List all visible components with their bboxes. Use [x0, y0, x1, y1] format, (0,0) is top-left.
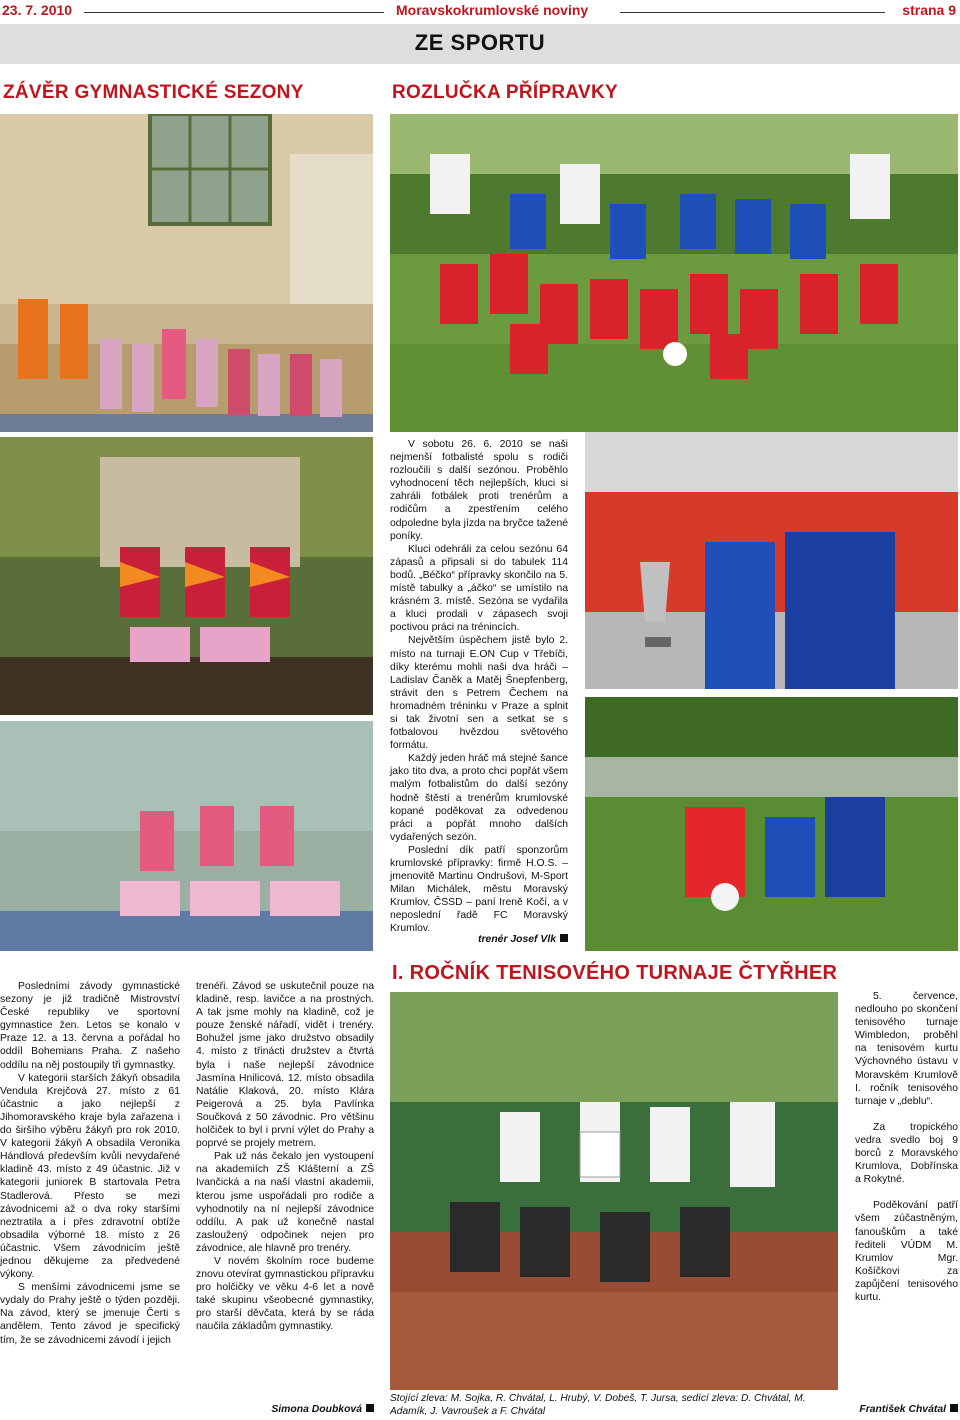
- tennis-photo-caption: Stojící zleva: M. Sojka, R. Chvátal, L. Hrubý, V. Dobeš, T. Jursa, sedící zleva: D. Chvátal, M. Adamík, J. Vavroušek a F. Chvátal: [390, 1393, 806, 1417]
- page-number: strana 9: [902, 2, 956, 18]
- football-paragraph: Každý jeden hráč má stejné šance jako tito dva, a proto chci popřát všem malým fotbalistům do další sezóny hodně štěstí a trenérům krumlovské kopané poděkovat za odvedenou práci a popřát mnoho dalších vydařených sezón.: [390, 753, 568, 843]
- gymnastics-paragraph: trenéři. Závod se uskutečnil pouze na kladině, resp. lavičce a na prostných. A tak jsme mohly na kladině, což je pouze ženské nářadí, vidět i trenéry. Bohužel jsme jako družstvo obsadily 4. místo z třinácti družstev a čtvrtá byla i naše nejlepší závodnice Jasmína Hnilicová. 12. místo obsadila Natálie Klaková, 20. místo Klára Peigerová a 25. byla Pavlínka Součková z 50 závodnic. Pro většinu holčiček to byl i první výlet do Prahy a poprvé se projely metrem.: [196, 981, 374, 1150]
- football-paragraph: Největším úspěchem jistě bylo 2. místo na turnaji E.ON Cup v Třebíči, díky kterému mohli naši dva hráči – Ladislav Čaněk a Matěj Šnepfenberg, strávit den s Petrem Čechem na hromadném tréninku v Praze a splnit si tak životní sen a setkat se s fotbalovou hvězdou světového formátu.: [390, 635, 568, 752]
- gymnastics-signature: Simona Doubková: [196, 1404, 374, 1415]
- end-mark-icon: [950, 1404, 958, 1412]
- page-header: [0, 0, 960, 22]
- end-mark-icon: [366, 1404, 374, 1412]
- tennis-paragraph: 5. července, nedlouho po skončení tenisového turnaje Wimbledon, proběhl na tenisovém kurtu Výchovného ústavu v Moravském Krumlově I. ročník tenisového turnaje v „deblu“.: [855, 991, 958, 1107]
- end-mark-icon: [560, 934, 568, 942]
- header-rule-left: [84, 12, 384, 13]
- header-rule-right: [620, 12, 885, 13]
- football-paragraph: Poslední dík patří sponzorům krumlovské přípravky: firmě H.O.S. – jmenovitě Martinu Ondrušovi, M-Sport Milan Michálek, městu Moravský Krumlov, ČSSD – paní Ireně Kočí, a v neposlední řadě FC Moravský Krumlov.: [390, 844, 568, 935]
- football-signature: trenér Josef Vlk: [390, 934, 568, 945]
- section-title: ZE SPORTU: [414, 30, 546, 55]
- tennis-paragraph: Poděkování patří všem zúčastněným, fanouškům a také řediteli VÚDM M. Krumlov Mgr. Košíčkovi za zapůjčení tenisového kurtu.: [855, 1200, 958, 1303]
- football-paragraph: V sobotu 26. 6. 2010 se naši nejmenší fotbalisté spolu s rodiči rozloučili s další sezónou. Proběhlo vyhodnocení těch nejlepších, kluci si zahráli fotbálek proti trenérům a rodičům a zpestřením celého odpoledne byla jízda na bryčce tažené poníky.: [390, 439, 568, 542]
- issue-date: 23. 7. 2010: [2, 2, 73, 18]
- gymnastics-paragraph: V novém školním roce budeme znovu otevírat gymnastickou přípravku pro holčičky ve věku 4-6 let a nově také skupinu všeobecné gymnastiky, pro starší děvčata, která by se ráda naučila základům gymnastiky.: [196, 1255, 374, 1333]
- gymnastics-paragraph: S menšími závodnicemi jsme se vydaly do Prahy ještě o týden později. Na závod, který se jmenuje Čerti s andělem. Tento závod je specifický tím, že se závodnicemi závodí i jejich: [0, 1282, 180, 1346]
- football-match-photo: [585, 697, 958, 951]
- gymnastics-article-col1: [0, 980, 180, 1347]
- gymnastics-paragraph: Posledními závody gymnastické sezony je již tradičně Mistrovství České republiky ve sportovní gymnastice žen. Letos se konalo v Praze 12. a 13. června a pořádal ho oddíl Bohemians Praha. Z našeho oddílu na něj postoupily tři gymnastky.: [0, 981, 180, 1071]
- gymnastics-photo-hall: [0, 114, 373, 432]
- newspaper-name: Moravskokrumlovské noviny: [396, 2, 589, 18]
- tennis-headline: I. ROČNÍK TENISOVÉHO TURNAJE ČTYŘHER: [392, 962, 838, 984]
- gymnastics-headline: ZÁVĚR GYMNASTICKÉ SEZONY: [3, 82, 304, 103]
- tennis-article: [855, 990, 958, 1304]
- gymnastics-photo-lying: [0, 721, 373, 951]
- gymnastics-photo-group: [0, 437, 373, 715]
- gymnastics-paragraph: V kategorii starších žákyň obsadila Vendula Krejčová 27. místo z 61 účastnic a jako nejlepší z Jihomoravského kraje byla zařazena i do širšího výběru žákyň pro rok 2010. V kategorii žákyň A obsadila Veronika Hándlová především kvůli nevydařené kladině 43. místo z 49 účastnic. Již v kategorii juniorek B startovala Petra Stadlerová. Přesto se mezi závodnicemi až o dva roky staršími neztratila a i přes zdravotní obtíže obsadila výborné 18. místo z 26 účastnic. Všem závodnicím ještě jednou děkujeme za předvedené výkony.: [0, 1072, 180, 1281]
- football-headline: ROZLUČKA PŘÍPRAVKY: [392, 82, 619, 103]
- tennis-paragraph: Za tropického vedra svedlo boj 9 borců z Moravského Krumlova, Dobřínska a Rokytné.: [855, 1121, 958, 1186]
- gymnastics-article-col2: [196, 980, 374, 1334]
- tennis-signature: František Chvátal: [850, 1404, 958, 1415]
- football-paragraph: Kluci odehráli za celou sezónu 64 zápasů a připsali si do tabulek 114 bodů. „Béčko“ přípravky skončilo na 5. místě tabulky a „áčko“ se umístilo na krásném 3. místě. Sezóna se vydařila a kluci prodali v zápasech svoji poctivou práci na trénincích.: [390, 543, 568, 634]
- football-team-photo: [390, 114, 958, 432]
- football-article: [390, 438, 568, 936]
- gymnastics-paragraph: Pak už nás čekalo jen vystoupení na akademiích ZŠ Klášterní a ZŠ Ivančická a na naší vlastní akademii, kterou jsme uspořádali pro rodiče a vyhodnotily na ní nejlepší závodnice oddílu. A pak už konečně nastal zasloužený odpočinek nejen pro závodnice, ale hlavně pro trenéry.: [196, 1151, 374, 1254]
- tennis-photo: [390, 992, 838, 1390]
- football-trophy-photo: [585, 432, 958, 689]
